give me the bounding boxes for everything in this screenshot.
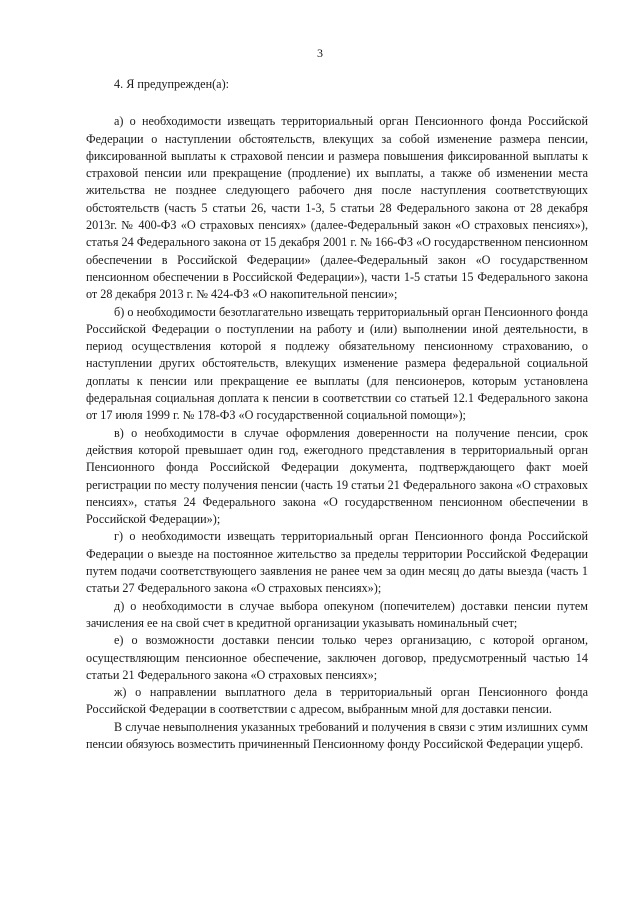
paragraph-v: в) о необходимости в случае оформления доверенности на получение пенсии, срок действия которой превышает один год, ежегодного представления в территориальный орган Пенсионного фонда Российской Федерации документа, подтверждающего факт моей регистрации по месту получения пенсии (часть 19 статьи 21 Федерального закона «О страховых пенсиях», статья 24 Федерального закона «О государственном пенсионном обеспечении в Российской Федерации»); (86, 425, 588, 527)
document-body (86, 76, 588, 753)
section-heading: 4. Я предупрежден(а): (114, 77, 230, 91)
paragraph-g: г) о необходимости извещать территориальный орган Пенсионного фонда Российской Федерации о выезде на постоянное жительство за пределы территории Российской Федерации путем подачи соответствующего заявления не ранее чем за один месяц до даты выезда (часть 1 статьи 27 Федерального закона «О страховых пенсиях»); (86, 529, 588, 596)
paragraph-zh: ж) о направлении выплатного дела в территориальный орган Пенсионного фонда Российской Федерации в соответствии с адресом, выбранным мной для доставки пенсии. (86, 685, 588, 717)
paragraph-e: е) о возможности доставки пенсии только через организацию, с которой органом, осуществляющим пенсионное обеспечение, заключен договор, предусмотренный частью 14 статьи 21 Федерального закона «О страховых пенсиях»; (86, 633, 588, 682)
paragraph-a: а) о необходимости извещать территориальный орган Пенсионного фонда Российской Федерации о наступлении обстоятельств, влекущих за собой изменение размера пенсии, фиксированной выплаты к страховой пенсии и размера повышения фиксированной выплаты к страховой пенсии или прекращение (продление) их выплаты, а также об изменении места жительства не позднее следующего рабочего дня после наступления соответствующих обстоятельств (часть 5 статьи 26, части 1-3, 5 статьи 28 Федерального закона от 28 декабря 2013г. № 400-ФЗ «О страховых пенсиях» (далее-Федеральный закон «О страховых пенсиях»), статья 24 Федерального закона от 15 декабря 2001 г. № 166-ФЗ «О государственном пенсионном обеспечении в Российской Федерации» (далее-Федеральный закон «О государственном пенсионном обеспечении в Российской Федерации»), части 1-5 статьи 15 Федерального закона от 28 декабря 2013 г. № 424-ФЗ «О накопительной пенсии»; (86, 114, 588, 302)
paragraph-closing: В случае невыполнения указанных требований и получения в связи с этим излишних сумм пенсии обязуюсь возместить причиненный Пенсионному фонду Российской Федерации ущерб. (86, 719, 588, 751)
paragraph-d: д) о необходимости в случае выбора опекуном (попечителем) доставки пенсии путем зачисления ее на свой счет в кредитной организации указывать номинальный счет; (86, 598, 588, 630)
page-number: 3 (317, 46, 323, 60)
paragraph-b: б) о необходимости безотлагательно извещать территориальный орган Пенсионного фонда Российской Федерации о поступлении на работу и (или) выполнении иной деятельности, в период осуществления которой я подлежу обязательному пенсионному страхованию, о наступлении других обстоятельств, влекущих изменение размера федеральной социальной доплаты к пенсии или прекращение ее выплаты (для пенсионеров, которым установлена федеральная социальная доплата к пенсии в соответствии со статьей 12.1 Федерального закона от 17 июля 1999 г. № 178-ФЗ «О государственной социальной помощи»); (86, 304, 588, 423)
